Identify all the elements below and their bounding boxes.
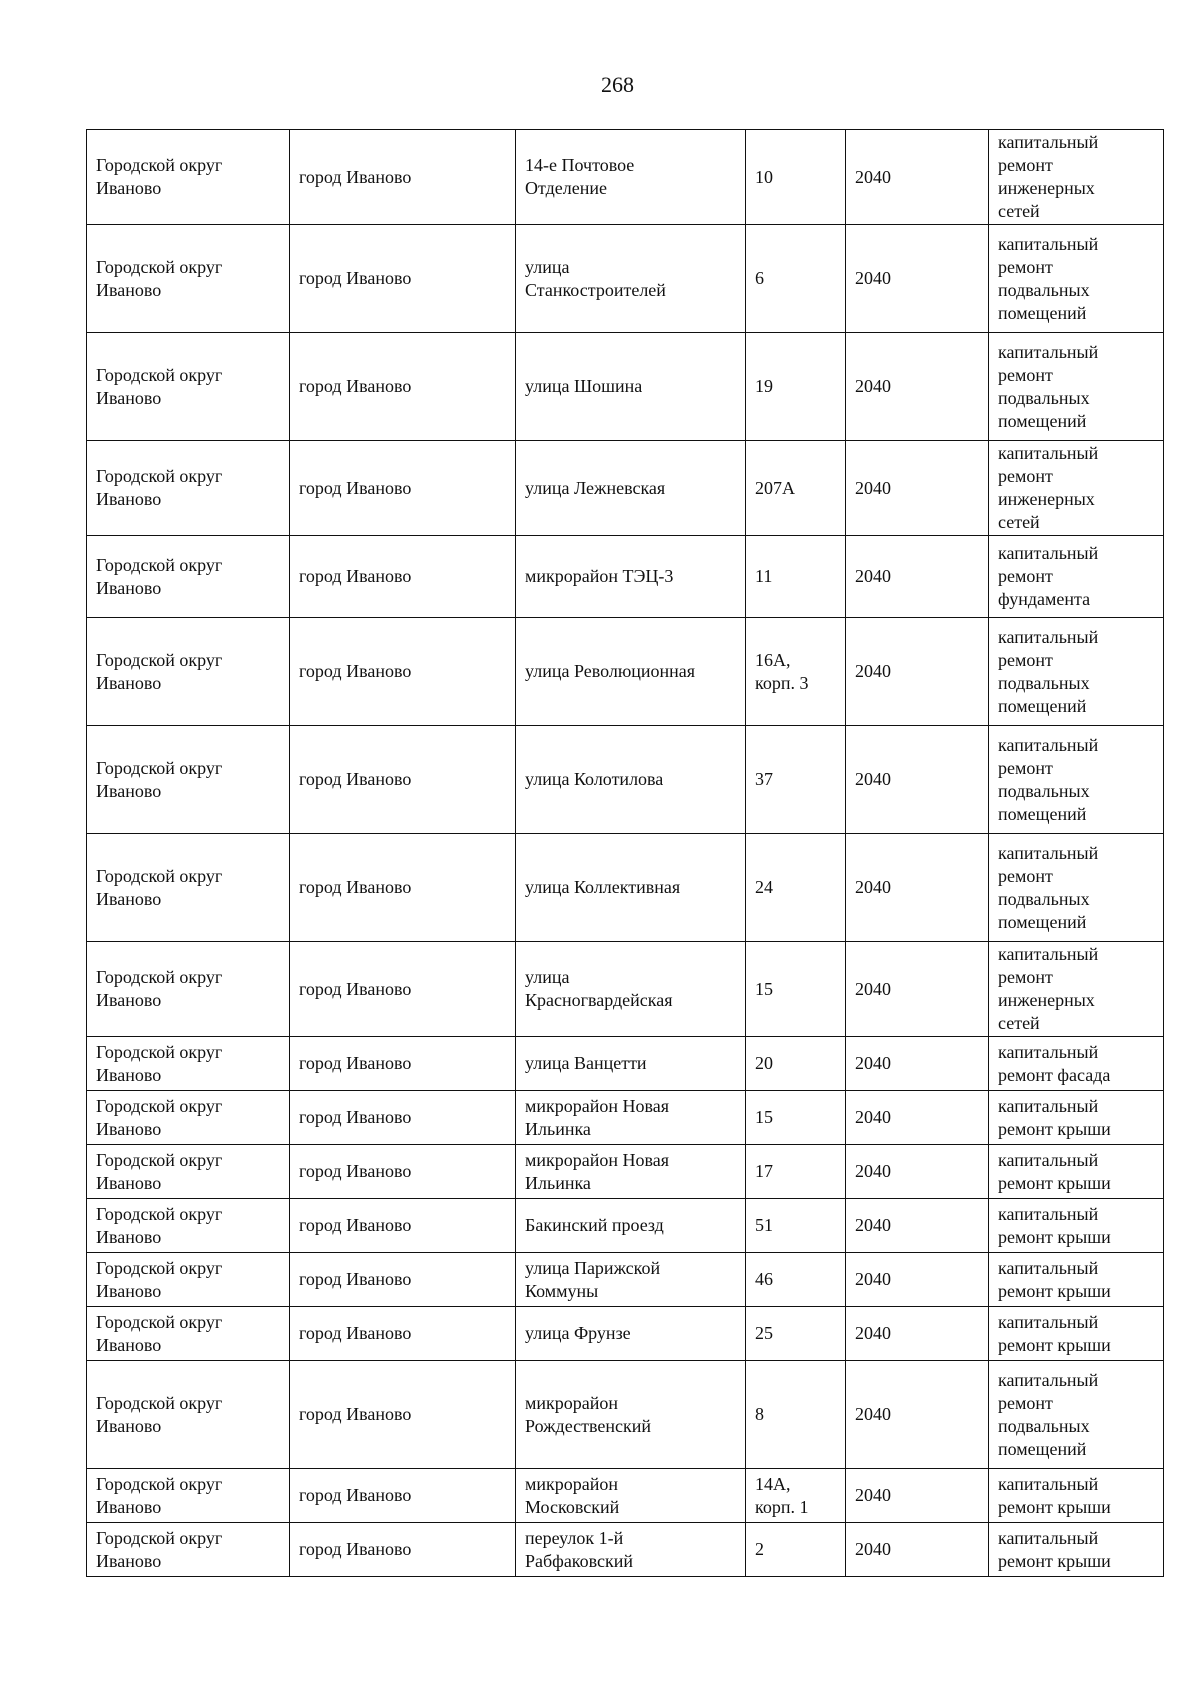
- cell-district: [87, 333, 290, 441]
- cell-year-text: 2040: [855, 978, 891, 999]
- cell-house-number: [746, 726, 846, 834]
- table-row: [87, 536, 1164, 618]
- cell-work-type-text: капитальный ремонт крыши: [998, 1257, 1111, 1301]
- table-row: [87, 834, 1164, 942]
- cell-district: [87, 726, 290, 834]
- cell-house-number-text: 37: [755, 769, 773, 789]
- cell-street: [516, 1307, 746, 1361]
- cell-work-type-text: капитальный ремонт подвальных помещений: [998, 341, 1099, 431]
- cell-district: [87, 618, 290, 726]
- cell-house-number-text: 207А: [755, 477, 795, 498]
- repair-schedule-table: [86, 129, 1164, 1577]
- cell-work-type: [989, 1145, 1164, 1199]
- cell-year-text: 2040: [855, 1215, 891, 1235]
- cell-work-type: [989, 225, 1164, 333]
- cell-street-text: Бакинский проезд: [525, 1215, 664, 1235]
- cell-house-number: [746, 618, 846, 726]
- cell-year-text: 2040: [855, 877, 891, 897]
- cell-year: [846, 942, 989, 1037]
- cell-street-text: 14-е Почтовое Отделение: [525, 155, 635, 198]
- cell-district: [87, 225, 290, 333]
- cell-work-type-text: капитальный ремонт крыши: [998, 1203, 1111, 1247]
- cell-city: [290, 1307, 516, 1361]
- cell-city-text: город Иваново: [299, 769, 412, 789]
- cell-house-number: [746, 1145, 846, 1199]
- cell-house-number-text: 19: [755, 376, 773, 396]
- cell-street-text: улица Ванцетти: [525, 1053, 647, 1073]
- table-row: [87, 1253, 1164, 1307]
- cell-city-text: город Иваново: [299, 1053, 412, 1073]
- cell-district-text: Городской округ Иваново: [96, 1257, 223, 1301]
- cell-work-type: [989, 1361, 1164, 1469]
- table-row: [87, 225, 1164, 333]
- cell-house-number-text: 11: [755, 566, 773, 586]
- cell-city-text: город Иваново: [299, 1161, 412, 1181]
- cell-year: [846, 1469, 989, 1523]
- cell-street: [516, 618, 746, 726]
- cell-work-type: [989, 942, 1164, 1037]
- cell-district: [87, 1523, 290, 1577]
- cell-city: [290, 1037, 516, 1091]
- cell-city-text: город Иваново: [299, 877, 412, 897]
- cell-year-text: 2040: [855, 1404, 891, 1424]
- table-row: [87, 942, 1164, 1037]
- cell-year: [846, 1199, 989, 1253]
- cell-work-type-text: капитальный ремонт подвальных помещений: [998, 842, 1099, 932]
- cell-city-text: город Иваново: [299, 376, 412, 396]
- table-row: [87, 1307, 1164, 1361]
- cell-work-type-text: капитальный ремонт инженерных сетей: [998, 132, 1099, 221]
- cell-year: [846, 130, 989, 225]
- table-row: [87, 333, 1164, 441]
- cell-house-number: [746, 1253, 846, 1307]
- cell-district-text: Городской округ Иваново: [96, 1473, 223, 1517]
- cell-work-type: [989, 1253, 1164, 1307]
- cell-work-type: [989, 1037, 1164, 1091]
- cell-district-text: Городской округ Иваново: [96, 155, 223, 198]
- table-body: [87, 130, 1164, 1577]
- cell-district: [87, 1307, 290, 1361]
- cell-house-number-text: 15: [755, 1107, 773, 1127]
- cell-house-number-text: 6: [755, 268, 764, 288]
- cell-district-text: Городской округ Иваново: [96, 1392, 223, 1436]
- cell-house-number: [746, 225, 846, 333]
- cell-district-text: Городской округ Иваново: [96, 1095, 223, 1139]
- cell-house-number: [746, 441, 846, 536]
- cell-year: [846, 1037, 989, 1091]
- cell-city-text: город Иваново: [299, 1269, 412, 1289]
- cell-year: [846, 333, 989, 441]
- cell-street: [516, 726, 746, 834]
- cell-work-type-text: капитальный ремонт инженерных сетей: [998, 944, 1099, 1033]
- cell-work-type-text: капитальный ремонт подвальных помещений: [998, 1369, 1099, 1459]
- table-row: [87, 1523, 1164, 1577]
- cell-work-type: [989, 834, 1164, 942]
- cell-street-text: улица Коллективная: [525, 877, 681, 897]
- cell-city: [290, 441, 516, 536]
- cell-work-type: [989, 618, 1164, 726]
- cell-district: [87, 1361, 290, 1469]
- cell-year: [846, 536, 989, 618]
- cell-year-text: 2040: [855, 1539, 891, 1559]
- cell-house-number-text: 14А, корп. 1: [755, 1473, 809, 1517]
- cell-city-text: город Иваново: [299, 477, 412, 498]
- table-row: [87, 1091, 1164, 1145]
- cell-work-type: [989, 130, 1164, 225]
- cell-year-text: 2040: [855, 566, 891, 586]
- cell-city-text: город Иваново: [299, 1323, 412, 1343]
- cell-district-text: Городской округ Иваново: [96, 1149, 223, 1193]
- cell-house-number-text: 16А, корп. 3: [755, 649, 809, 693]
- cell-street: [516, 1361, 746, 1469]
- cell-year: [846, 1253, 989, 1307]
- cell-work-type: [989, 1307, 1164, 1361]
- table-row: [87, 1469, 1164, 1523]
- cell-year: [846, 726, 989, 834]
- cell-year-text: 2040: [855, 1485, 891, 1505]
- cell-house-number-text: 46: [755, 1269, 773, 1289]
- cell-district-text: Городской округ Иваново: [96, 256, 223, 300]
- cell-year: [846, 225, 989, 333]
- cell-street-text: микрорайон ТЭЦ-3: [525, 566, 674, 586]
- cell-district-text: Городской округ Иваново: [96, 466, 223, 509]
- cell-district-text: Городской округ Иваново: [96, 1311, 223, 1355]
- cell-district: [87, 942, 290, 1037]
- cell-work-type-text: капитальный ремонт подвальных помещений: [998, 734, 1099, 824]
- cell-street: [516, 536, 746, 618]
- cell-street: [516, 1145, 746, 1199]
- cell-district: [87, 834, 290, 942]
- cell-district: [87, 1469, 290, 1523]
- cell-city: [290, 536, 516, 618]
- cell-city: [290, 1199, 516, 1253]
- cell-work-type-text: капитальный ремонт крыши: [998, 1149, 1111, 1193]
- cell-city: [290, 225, 516, 333]
- cell-district-text: Городской округ Иваново: [96, 1203, 223, 1247]
- cell-street-text: улица Революционная: [525, 661, 696, 681]
- cell-year: [846, 1145, 989, 1199]
- cell-city-text: город Иваново: [299, 1215, 412, 1235]
- cell-street-text: микрорайон Рождественский: [525, 1392, 652, 1436]
- cell-city-text: город Иваново: [299, 166, 412, 187]
- cell-work-type-text: капитальный ремонт крыши: [998, 1527, 1111, 1571]
- cell-year: [846, 1307, 989, 1361]
- cell-house-number-text: 8: [755, 1404, 764, 1424]
- cell-work-type-text: капитальный ремонт крыши: [998, 1473, 1111, 1517]
- cell-work-type: [989, 1523, 1164, 1577]
- cell-street: [516, 1253, 746, 1307]
- cell-street-text: микрорайон Московский: [525, 1473, 620, 1517]
- cell-year-text: 2040: [855, 1323, 891, 1343]
- cell-work-type-text: капитальный ремонт крыши: [998, 1311, 1111, 1355]
- cell-district: [87, 1037, 290, 1091]
- cell-work-type-text: капитальный ремонт подвальных помещений: [998, 233, 1099, 323]
- table-row: [87, 441, 1164, 536]
- cell-district: [87, 130, 290, 225]
- cell-house-number: [746, 130, 846, 225]
- cell-house-number: [746, 1091, 846, 1145]
- cell-district-text: Городской округ Иваново: [96, 757, 223, 801]
- cell-year-text: 2040: [855, 376, 891, 396]
- cell-year-text: 2040: [855, 166, 891, 187]
- cell-work-type: [989, 1091, 1164, 1145]
- cell-work-type: [989, 1469, 1164, 1523]
- cell-house-number-text: 2: [755, 1539, 764, 1559]
- cell-street: [516, 333, 746, 441]
- cell-street-text: улица Колотилова: [525, 769, 664, 789]
- cell-district-text: Городской округ Иваново: [96, 1527, 223, 1571]
- cell-district-text: Городской округ Иваново: [96, 967, 223, 1010]
- cell-city: [290, 1253, 516, 1307]
- cell-work-type-text: капитальный ремонт фундамента: [998, 543, 1099, 609]
- cell-city-text: город Иваново: [299, 661, 412, 681]
- cell-city-text: город Иваново: [299, 566, 412, 586]
- cell-city: [290, 726, 516, 834]
- cell-work-type-text: капитальный ремонт фасада: [998, 1041, 1111, 1085]
- cell-city-text: город Иваново: [299, 1485, 412, 1505]
- cell-house-number: [746, 536, 846, 618]
- cell-work-type: [989, 536, 1164, 618]
- cell-city-text: город Иваново: [299, 1107, 412, 1127]
- cell-city-text: город Иваново: [299, 1539, 412, 1559]
- cell-house-number: [746, 1523, 846, 1577]
- cell-street-text: переулок 1-й Рабфаковский: [525, 1527, 634, 1571]
- cell-house-number-text: 24: [755, 877, 773, 897]
- cell-city: [290, 1523, 516, 1577]
- cell-street: [516, 1199, 746, 1253]
- cell-district: [87, 536, 290, 618]
- cell-street-text: улица Лежневская: [525, 477, 666, 498]
- cell-year: [846, 1361, 989, 1469]
- cell-house-number-text: 51: [755, 1215, 773, 1235]
- cell-street: [516, 1091, 746, 1145]
- cell-city: [290, 1469, 516, 1523]
- cell-street: [516, 834, 746, 942]
- cell-street: [516, 1523, 746, 1577]
- cell-house-number: [746, 333, 846, 441]
- cell-district: [87, 1253, 290, 1307]
- cell-house-number-text: 25: [755, 1323, 773, 1343]
- cell-street-text: улица Красногвардейская: [525, 967, 673, 1010]
- cell-street: [516, 1469, 746, 1523]
- cell-year-text: 2040: [855, 268, 891, 288]
- cell-house-number: [746, 1361, 846, 1469]
- cell-city: [290, 942, 516, 1037]
- cell-house-number: [746, 1307, 846, 1361]
- cell-city-text: город Иваново: [299, 1404, 412, 1424]
- cell-district: [87, 441, 290, 536]
- cell-work-type: [989, 1199, 1164, 1253]
- cell-year-text: 2040: [855, 1269, 891, 1289]
- page-number: 268: [601, 72, 634, 97]
- cell-city: [290, 333, 516, 441]
- table-row: [87, 726, 1164, 834]
- cell-year: [846, 618, 989, 726]
- cell-district-text: Городской округ Иваново: [96, 1041, 223, 1085]
- cell-city: [290, 834, 516, 942]
- cell-work-type-text: капитальный ремонт крыши: [998, 1095, 1111, 1139]
- cell-year-text: 2040: [855, 477, 891, 498]
- cell-city: [290, 130, 516, 225]
- cell-year-text: 2040: [855, 1161, 891, 1181]
- cell-year: [846, 1091, 989, 1145]
- cell-district-text: Городской округ Иваново: [96, 865, 223, 909]
- cell-house-number: [746, 1469, 846, 1523]
- cell-year: [846, 834, 989, 942]
- cell-city: [290, 618, 516, 726]
- cell-street: [516, 942, 746, 1037]
- table-row: [87, 1361, 1164, 1469]
- cell-house-number: [746, 1037, 846, 1091]
- cell-district: [87, 1199, 290, 1253]
- table-row: [87, 1199, 1164, 1253]
- cell-street-text: микрорайон Новая Ильинка: [525, 1149, 670, 1193]
- cell-street: [516, 1037, 746, 1091]
- cell-street-text: улица Шошина: [525, 376, 643, 396]
- cell-street: [516, 225, 746, 333]
- table-row: [87, 618, 1164, 726]
- table-row: [87, 130, 1164, 225]
- cell-year: [846, 441, 989, 536]
- cell-work-type-text: капитальный ремонт инженерных сетей: [998, 443, 1099, 532]
- cell-work-type: [989, 726, 1164, 834]
- table-row: [87, 1037, 1164, 1091]
- cell-street: [516, 130, 746, 225]
- cell-city: [290, 1091, 516, 1145]
- cell-street: [516, 441, 746, 536]
- cell-street-text: микрорайон Новая Ильинка: [525, 1095, 670, 1139]
- cell-house-number: [746, 942, 846, 1037]
- cell-year: [846, 1523, 989, 1577]
- cell-year-text: 2040: [855, 1053, 891, 1073]
- cell-city-text: город Иваново: [299, 268, 412, 288]
- cell-house-number-text: 17: [755, 1161, 773, 1181]
- cell-year-text: 2040: [855, 1107, 891, 1127]
- cell-work-type-text: капитальный ремонт подвальных помещений: [998, 626, 1099, 716]
- cell-street-text: улица Фрунзе: [525, 1323, 631, 1343]
- cell-city: [290, 1145, 516, 1199]
- cell-year-text: 2040: [855, 661, 891, 681]
- cell-district: [87, 1145, 290, 1199]
- cell-work-type: [989, 333, 1164, 441]
- cell-house-number: [746, 1199, 846, 1253]
- cell-work-type: [989, 441, 1164, 536]
- cell-district-text: Городской округ Иваново: [96, 364, 223, 408]
- cell-house-number-text: 10: [755, 166, 773, 187]
- cell-district: [87, 1091, 290, 1145]
- cell-district-text: Городской округ Иваново: [96, 554, 223, 598]
- cell-house-number: [746, 834, 846, 942]
- cell-house-number-text: 20: [755, 1053, 773, 1073]
- cell-street-text: улица Парижской Коммуны: [525, 1257, 661, 1301]
- cell-district-text: Городской округ Иваново: [96, 649, 223, 693]
- cell-house-number-text: 15: [755, 978, 773, 999]
- table-row: [87, 1145, 1164, 1199]
- cell-city: [290, 1361, 516, 1469]
- cell-year-text: 2040: [855, 769, 891, 789]
- cell-street-text: улица Станкостроителей: [525, 256, 666, 300]
- cell-city-text: город Иваново: [299, 978, 412, 999]
